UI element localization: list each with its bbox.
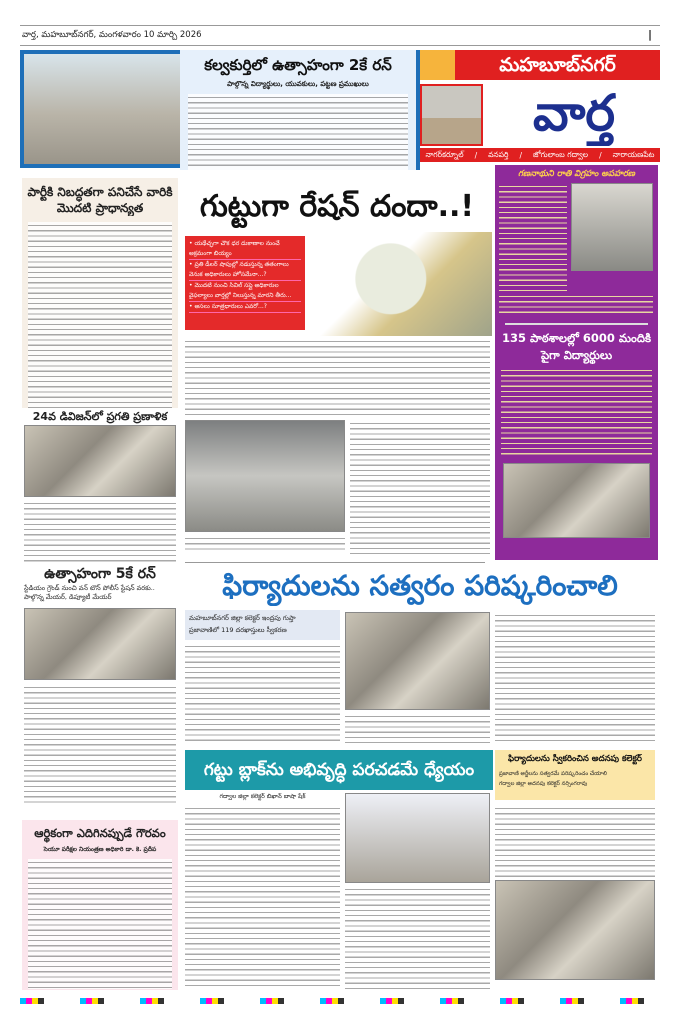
divider	[185, 562, 485, 563]
story-complaints-body-2	[345, 713, 490, 745]
addl-collector-photo	[495, 880, 655, 980]
headline: పార్టీకి నిబద్ధతగా పనిచేసే వారికి మొదటి ప్రాధాన్యత	[27, 185, 173, 215]
story-addl	[495, 750, 655, 800]
story-ration-headline: గుట్టుగా రేషన్ దందా..!	[199, 189, 475, 224]
top-rule	[20, 25, 660, 26]
story-ganesh-headline: గణనాథుని రాతి విగ్రహం అపహరణ	[518, 169, 635, 179]
story-complaints-headline: ఫిర్యాదులను సత్వరం పరిష్కరించాలి	[222, 569, 618, 602]
ganesh-idol-photo	[571, 183, 653, 271]
story-schools-body	[501, 367, 652, 457]
headline: ఫిర్యాదులను స్వీకరించిన అదనపు కలెక్టర్	[508, 754, 642, 764]
purple-panel	[495, 165, 658, 560]
bullet-item: గద్వాల జిల్లా అదనపు కలెక్టర్ నర్సింగరావు	[499, 781, 588, 787]
bullet-item: ప్రజావాణిలో 119 దరఖాస్తులు స్వీకరణ	[189, 626, 287, 634]
bullet-item: • మొదటి నుంచి సివిల్ సప్లై అధికారుల వైఫల్యాలు వార్తల్లో నిలుస్తున్న మారని తీరు...	[189, 281, 301, 302]
headline: కల్వకుర్తిలో ఉత్సాహంగా 2కే రన్	[204, 56, 392, 74]
story-ganesh-body	[499, 183, 567, 293]
story-24-body	[24, 500, 176, 562]
story-complaints-body	[185, 643, 340, 743]
complaints-bullets	[185, 610, 340, 640]
header-rule	[20, 45, 660, 46]
dateline: వార్త, మహబూబ్‌నగర్, మంగళవారం 10 మార్చి 2026	[22, 30, 202, 40]
gattu-bullet: గద్వాల జిల్లా కలెక్టర్ బిఖాన్ బాషా షేక్	[219, 793, 306, 800]
subhead: సెయూ పరీక్షల నియంత్రణ అధికారి డా. కె. ప్రదీప	[43, 846, 157, 853]
district-narayanpet: నారాయణపేట	[612, 149, 655, 159]
story-5k-body	[24, 684, 176, 804]
page-mark: |	[648, 28, 653, 41]
bullet-item: • యథేచ్ఛగా చౌక ధర దుకాణాల నుంచే అక్రమంగా బియ్యం	[189, 239, 301, 260]
body-text	[188, 94, 408, 170]
district-wanaparthy: వనపర్తి	[488, 149, 509, 159]
warehouse-photo	[185, 420, 345, 532]
body-text	[28, 859, 172, 989]
bullet-item: • అసలు సూత్రధారులు ఎవరో...?	[189, 302, 301, 313]
collector-photo	[345, 793, 490, 883]
story-party	[22, 178, 178, 408]
district-gadwal: జోగులాంబ గద్వాల	[533, 149, 589, 159]
photo-caption	[185, 535, 345, 553]
story-5k-subhead: స్టేడియం గ్రౌండ్ నుంచి వన్ టౌన్ పోలీస్ స్టేషన్ వరకు.. పాల్గొన్న మేయర్, డిప్యూటీ మేయర్	[24, 584, 155, 601]
print-registration-strip	[20, 998, 660, 1004]
story-addl-body	[495, 805, 655, 877]
bullet-item: మహబూబ్‌నగర్ జిల్లా కలెక్టర్ ఇంద్రపు గుప్తా	[189, 614, 296, 622]
2k-run-photo	[20, 50, 180, 168]
classroom-photo	[503, 463, 650, 538]
story-economy	[22, 820, 178, 990]
logo: వార్త	[532, 84, 616, 142]
story-2k-run	[180, 50, 420, 170]
masthead	[420, 50, 660, 162]
story-ganesh-body-2	[499, 293, 653, 313]
body-text	[28, 222, 172, 408]
5k-run-photo	[24, 608, 176, 680]
division-photo	[24, 425, 176, 497]
story-gattu-headline: గట్టు బ్లాక్‌ను అభివృద్ధి పరచడమే ధ్యేయం	[185, 750, 493, 790]
district-strip: నాగర్‌కర్నూల్ / వనపర్తి / జోగులాంబ గద్వాల / నారాయణపేట	[420, 148, 660, 162]
story-schools-headline: 135 పాఠశాలల్లో 6000 మందికి పైగా విద్యార్థులు	[502, 331, 651, 362]
edition-name: మహబూబ్‌నగర్	[455, 50, 660, 80]
grievance-photo	[345, 612, 490, 710]
masthead-accent	[420, 50, 455, 80]
story-ration-body-2	[350, 420, 490, 555]
district-nagarkurnool: నాగర్‌కర్నూల్	[425, 149, 464, 159]
headline: ఆర్థికంగా ఎదిగినప్పుడే గౌరవం	[34, 826, 166, 840]
ration-illustration	[308, 232, 492, 336]
story-gattu-body-2	[345, 886, 490, 990]
story-24-headline: 24వ డివిజన్‌లో ప్రగతి ప్రణాళిక	[32, 410, 168, 423]
bullet-item: • ప్రతి డీలర్ షాపుల్లో నడుస్తున్న తతంగాలు వెనుక అధికారులు హోసమేనా...?	[189, 260, 301, 281]
story-ration-body	[185, 338, 490, 418]
story-complaints-body-3	[495, 612, 655, 744]
dam-photo	[420, 84, 483, 146]
bullet-item: ప్రజావాణి అర్జీలను సత్వరమే పరిష్కరించం చేయాలి	[499, 771, 607, 777]
story-gattu-body	[185, 805, 340, 990]
ration-bullets	[185, 236, 305, 330]
subhead: పాల్గొన్న విద్యార్థులు, యువకులు, పట్టణ ప్రముఖులు	[227, 80, 369, 88]
divider	[505, 323, 648, 325]
story-5k-headline: ఉత్సాహంగా 5కే రన్	[44, 566, 156, 582]
